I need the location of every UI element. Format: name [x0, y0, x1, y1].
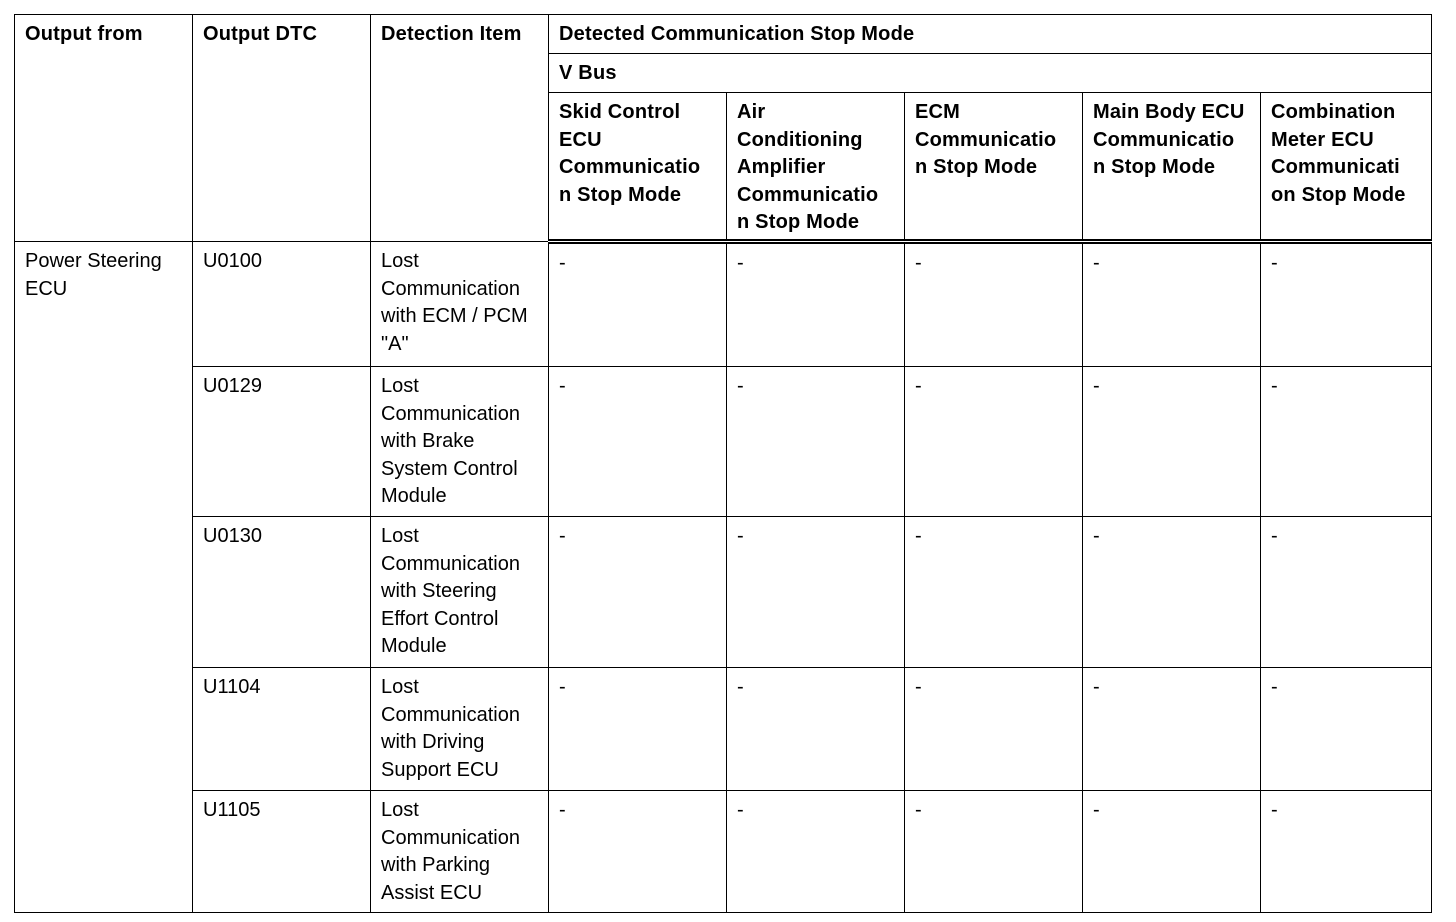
header-detected-mode: Detected Communication Stop Mode	[549, 15, 1432, 54]
detection-item-cell: Lost Communication with ECM / PCM "A"	[371, 242, 549, 367]
mode-value-cell: -	[905, 367, 1083, 517]
mode-value-cell: -	[1261, 367, 1432, 517]
mode-value-cell: -	[1261, 668, 1432, 791]
mode-value-cell: -	[1261, 517, 1432, 668]
mode-value-cell: -	[905, 517, 1083, 668]
output-from-cell: Power Steering ECU	[15, 242, 193, 913]
detection-item-cell: Lost Communication with Parking Assist ECU	[371, 791, 549, 913]
mode-value-cell: -	[727, 242, 905, 367]
header-mode-skid-control: Skid Control ECU Communicatio n Stop Mode	[549, 93, 727, 242]
table-row	[15, 791, 1432, 913]
header-row-top	[15, 15, 1432, 54]
dtc-cell: U0129	[193, 367, 371, 517]
mode-value-cell: -	[549, 242, 727, 367]
header-mode-main-body: Main Body ECU Communicatio n Stop Mode	[1083, 93, 1261, 242]
mode-value-cell: -	[549, 367, 727, 517]
mode-value-cell: -	[1261, 791, 1432, 913]
dtc-cell: U1105	[193, 791, 371, 913]
table-row	[15, 668, 1432, 791]
mode-value-cell: -	[727, 791, 905, 913]
header-bus: V Bus	[549, 54, 1432, 93]
mode-value-cell: -	[549, 517, 727, 668]
mode-value-cell: -	[1083, 791, 1261, 913]
table-row	[15, 367, 1432, 517]
detection-item-cell: Lost Communication with Driving Support ECU	[371, 668, 549, 791]
header-mode-ecm: ECM Communicatio n Stop Mode	[905, 93, 1083, 242]
mode-value-cell: -	[727, 517, 905, 668]
header-detection-item: Detection Item	[371, 15, 549, 242]
header-output-dtc: Output DTC	[193, 15, 371, 242]
dtc-table	[14, 14, 1432, 913]
table-row	[15, 517, 1432, 668]
mode-value-cell: -	[727, 367, 905, 517]
table-row	[15, 242, 1432, 367]
mode-value-cell: -	[1083, 517, 1261, 668]
detection-item-cell: Lost Communication with Steering Effort Control Module	[371, 517, 549, 668]
header-mode-air-conditioning: Air Conditioning Amplifier Communicatio n Stop Mode	[727, 93, 905, 242]
mode-value-cell: -	[1261, 242, 1432, 367]
mode-value-cell: -	[1083, 367, 1261, 517]
header-mode-combination-meter: Combination Meter ECU Communicati on Stop Mode	[1261, 93, 1432, 242]
mode-value-cell: -	[549, 791, 727, 913]
detection-item-cell: Lost Communication with Brake System Control Module	[371, 367, 549, 517]
mode-value-cell: -	[1083, 242, 1261, 367]
mode-value-cell: -	[905, 242, 1083, 367]
mode-value-cell: -	[1083, 668, 1261, 791]
mode-value-cell: -	[549, 668, 727, 791]
dtc-cell: U1104	[193, 668, 371, 791]
mode-value-cell: -	[905, 668, 1083, 791]
mode-value-cell: -	[727, 668, 905, 791]
mode-value-cell: -	[905, 791, 1083, 913]
header-output-from: Output from	[15, 15, 193, 242]
dtc-cell: U0100	[193, 242, 371, 367]
dtc-cell: U0130	[193, 517, 371, 668]
